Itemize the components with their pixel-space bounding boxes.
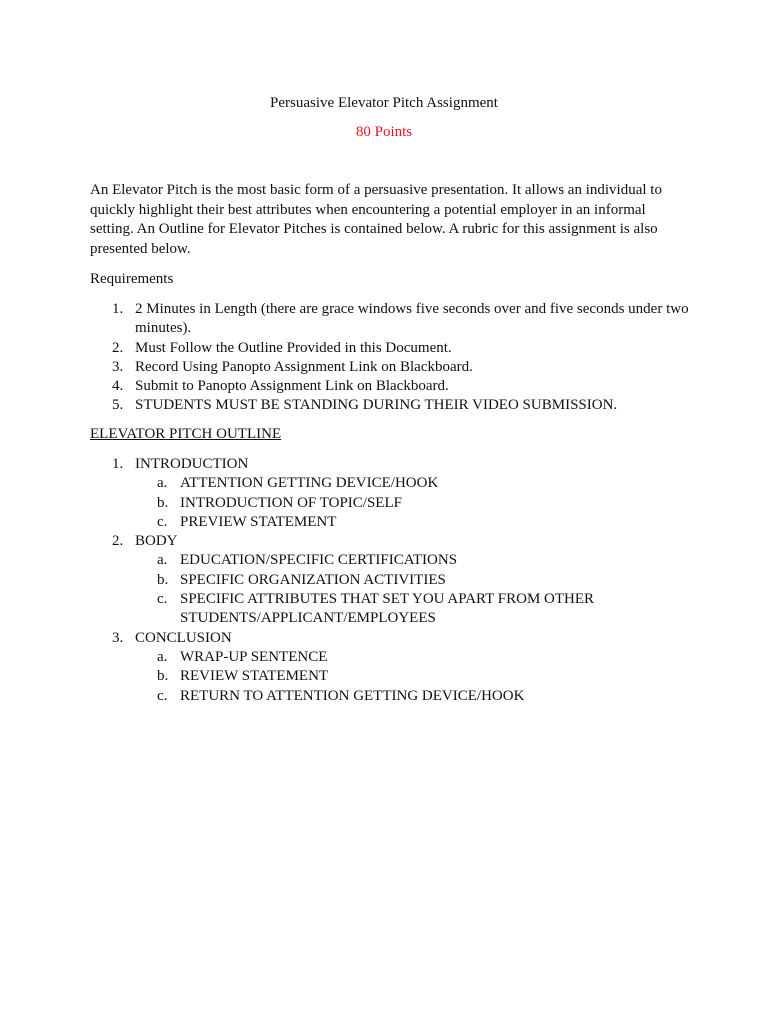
outline-subitem-letter: a. bbox=[157, 648, 168, 665]
outline-subitem-text: ATTENTION GETTING DEVICE/HOOK bbox=[180, 475, 439, 492]
outline-section bbox=[90, 455, 690, 532]
outline-section-number: 2. bbox=[112, 533, 124, 550]
requirement-text: STUDENTS MUST BE STANDING DURING THEIR VIDEO SUBMISSION. bbox=[135, 397, 618, 414]
points-value: 80 Points bbox=[355, 124, 413, 140]
requirement-text: 2 Minutes in Length (there are grace windows five seconds over and five seconds under two minutes). bbox=[135, 301, 689, 337]
requirement-number: 4. bbox=[112, 378, 124, 395]
outline-subitem-text: INTRODUCTION OF TOPIC/SELF bbox=[180, 494, 402, 511]
outline-section bbox=[90, 532, 690, 628]
outline-subitem-letter: b. bbox=[157, 668, 169, 685]
outline-section-number: 3. bbox=[112, 629, 124, 646]
outline-subitem bbox=[135, 513, 690, 532]
requirement-text: Record Using Panopto Assignment Link on Blackboard. bbox=[135, 358, 473, 375]
outline-subitems bbox=[135, 474, 690, 532]
requirement-item bbox=[90, 377, 690, 396]
outline-subitem-letter: c. bbox=[157, 591, 168, 608]
outline-section bbox=[90, 629, 690, 706]
requirement-item bbox=[90, 358, 690, 377]
requirement-item bbox=[90, 396, 690, 415]
outline-subitem-text: RETURN TO ATTENTION GETTING DEVICE/HOOK bbox=[180, 687, 525, 704]
outline-subitem-letter: c. bbox=[157, 513, 168, 530]
outline-section-title: BODY bbox=[135, 533, 178, 550]
outline-subitem bbox=[135, 687, 690, 706]
outline-subitem bbox=[135, 571, 690, 590]
outline-subitem bbox=[135, 474, 690, 493]
document-title: Persuasive Elevator Pitch Assignment bbox=[270, 95, 498, 111]
outline-subitem bbox=[135, 648, 690, 667]
requirement-item bbox=[90, 339, 690, 358]
requirement-number: 3. bbox=[112, 358, 124, 375]
outline-section-title: CONCLUSION bbox=[135, 629, 232, 646]
outline-subitem-letter: c. bbox=[157, 687, 168, 704]
requirement-number: 2. bbox=[112, 339, 124, 356]
requirement-text: Submit to Panopto Assignment Link on Blackboard. bbox=[135, 378, 449, 395]
outline-subitem-letter: b. bbox=[157, 494, 169, 511]
requirement-text: Must Follow the Outline Provided in this Document. bbox=[135, 339, 452, 356]
intro-paragraph: An Elevator Pitch is the most basic form of a persuasive presentation. It allows an individual to quickly highlight their best attributes when encountering a potential employer in an informal setting. An Outline for Elevator Pitches is contained below. A rubric for this assignment is also presented below. bbox=[90, 182, 662, 258]
outline-subitem-letter: a. bbox=[157, 475, 168, 492]
outline-subitem-text: WRAP-UP SENTENCE bbox=[180, 648, 328, 665]
outline-subitem-text: REVIEW STATEMENT bbox=[180, 668, 329, 685]
outline-subitem-text: SPECIFIC ORGANIZATION ACTIVITIES bbox=[180, 571, 446, 588]
requirements-list bbox=[90, 300, 690, 416]
outline-subitems bbox=[135, 648, 690, 706]
outline-subitem bbox=[135, 494, 690, 513]
outline-subitem-text: SPECIFIC ATTRIBUTES THAT SET YOU APART FROM OTHER STUDENTS/APPLICANT/EMPLOYEES bbox=[180, 591, 595, 627]
outline-subitem-text: PREVIEW STATEMENT bbox=[180, 513, 337, 530]
outline-subitem bbox=[135, 551, 690, 570]
outline-subitem bbox=[135, 667, 690, 686]
outline-subitem-text: EDUCATION/SPECIFIC CERTIFICATIONS bbox=[180, 552, 458, 569]
outline-subitem bbox=[135, 590, 690, 629]
outline-section-number: 1. bbox=[112, 456, 124, 472]
requirement-number: 5. bbox=[112, 397, 124, 414]
requirement-item bbox=[90, 300, 690, 339]
outline-list bbox=[90, 455, 690, 706]
outline-subitems bbox=[135, 551, 690, 628]
outline-section-title: INTRODUCTION bbox=[135, 456, 249, 472]
outline-heading: ELEVATOR PITCH OUTLINE bbox=[90, 426, 282, 442]
requirement-number: 1. bbox=[112, 301, 124, 317]
requirements-heading: Requirements bbox=[90, 271, 174, 287]
outline-subitem-letter: a. bbox=[157, 552, 168, 569]
outline-subitem-letter: b. bbox=[157, 571, 169, 588]
